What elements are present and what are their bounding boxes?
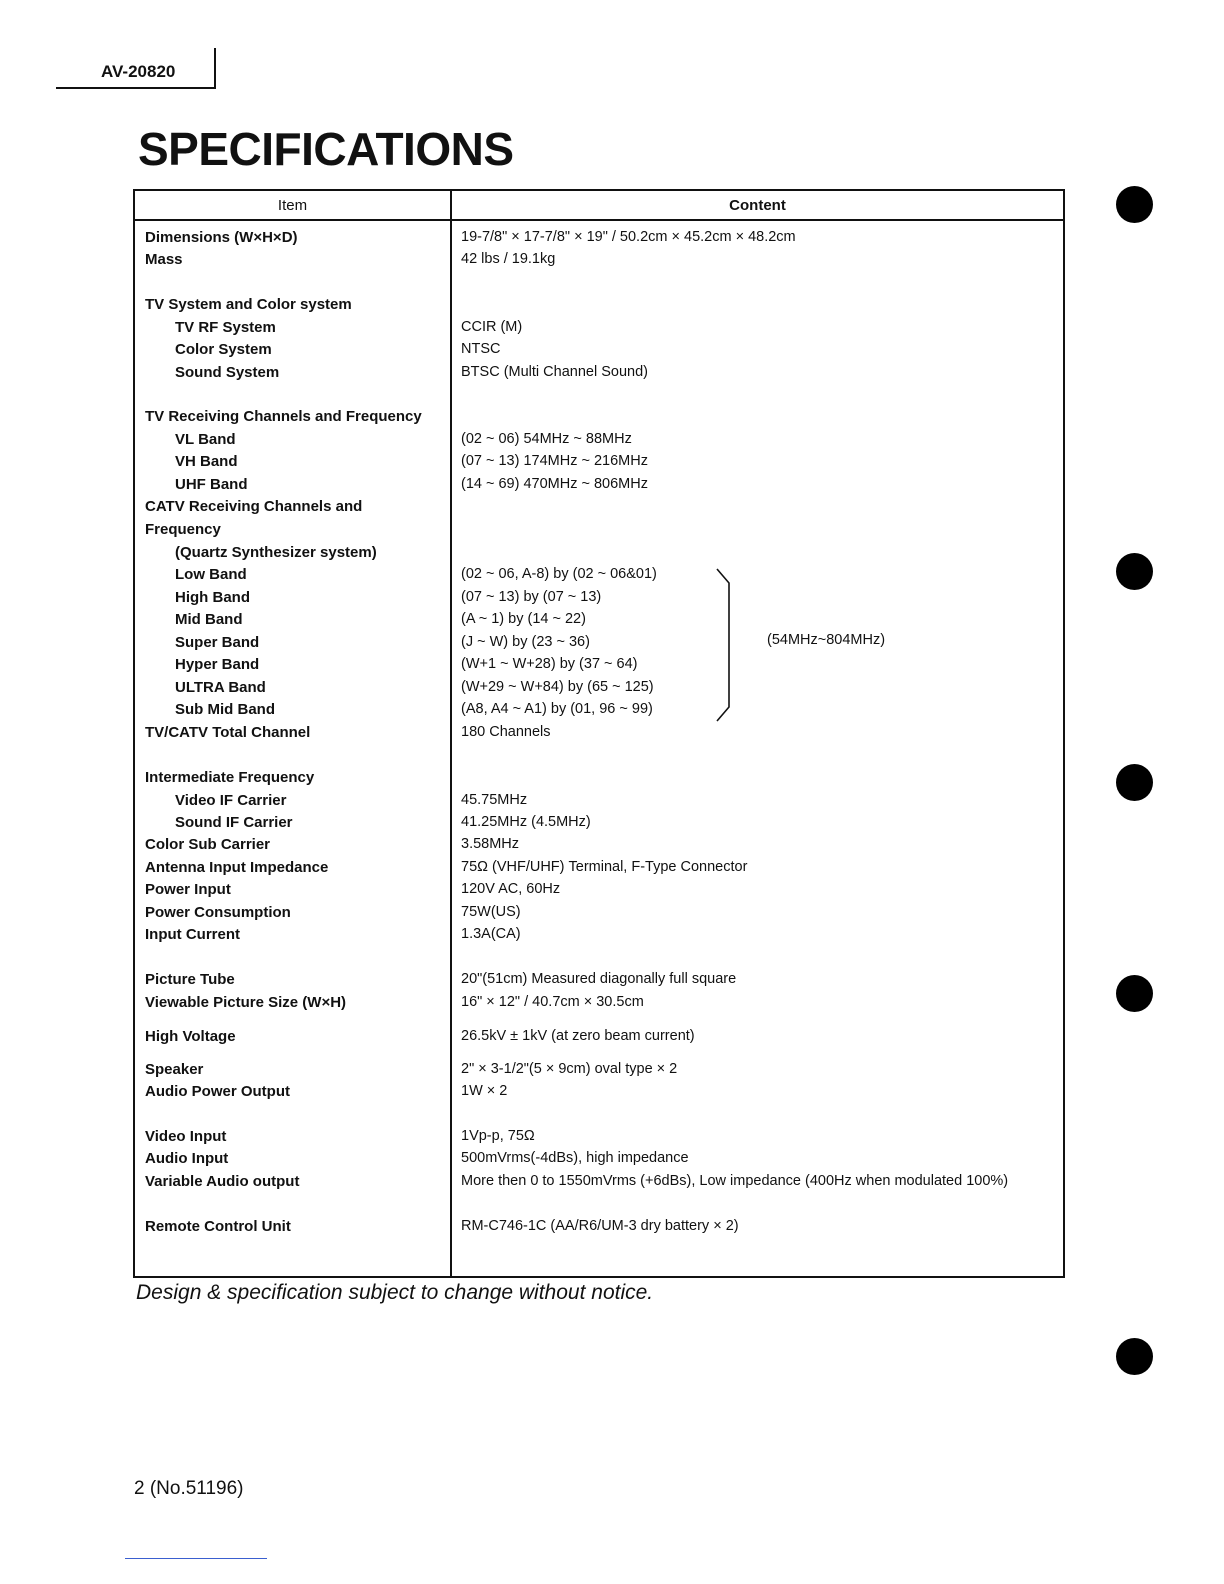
spec-item-label: Power Input	[145, 881, 231, 898]
spec-row	[135, 814, 1063, 836]
spec-item-label: VL Band	[175, 431, 236, 448]
spec-item-value: 1.3A(CA)	[461, 926, 521, 942]
header-divider	[135, 219, 1063, 221]
spec-item-label: Variable Audio output	[145, 1173, 300, 1190]
spec-item-label: (Quartz Synthesizer system)	[175, 544, 377, 561]
spec-row	[135, 453, 1063, 475]
spec-row	[135, 498, 1063, 520]
spec-item-value: 75Ω (VHF/UHF) Terminal, F-Type Connector	[461, 859, 748, 875]
spec-row	[135, 476, 1063, 498]
spec-item-value: 16" × 12" / 40.7cm × 30.5cm	[461, 994, 644, 1010]
spec-row	[135, 408, 1063, 430]
header-vertical-rule	[214, 48, 216, 88]
punch-hole	[1116, 975, 1153, 1012]
punch-hole	[1116, 553, 1153, 590]
spec-item-value: (A ~ 1) by (14 ~ 22)	[461, 611, 586, 627]
model-number: AV-20820	[101, 62, 176, 81]
spec-item-value: 500mVrms(-4dBs), high impedance	[461, 1150, 689, 1166]
spec-row	[135, 701, 1063, 723]
catv-bracket	[715, 567, 745, 723]
spec-item-label: CATV Receiving Channels and	[145, 498, 363, 515]
spec-item-value: 42 lbs / 19.1kg	[461, 251, 556, 267]
spec-row	[135, 679, 1063, 701]
spec-item-label: Mass	[145, 251, 183, 268]
spec-item-label: Antenna Input Impedance	[145, 859, 329, 876]
spec-item-label: Super Band	[175, 634, 260, 651]
spec-item-value: 180 Channels	[461, 724, 551, 740]
spec-item-value: (W+29 ~ W+84) by (65 ~ 125)	[461, 679, 654, 695]
spec-item-label: Sub Mid Band	[175, 701, 275, 718]
spec-row	[135, 792, 1063, 814]
spec-item-value: (07 ~ 13) by (07 ~ 13)	[461, 589, 602, 605]
spec-row	[135, 926, 1063, 948]
spec-item-label: Low Band	[175, 566, 247, 583]
spec-row	[135, 364, 1063, 386]
spec-row	[135, 1128, 1063, 1150]
spec-item-value: RM-C746-1C (AA/R6/UM-3 dry battery × 2)	[461, 1218, 739, 1234]
spec-item-value: NTSC	[461, 341, 501, 357]
spec-item-value: BTSC (Multi Channel Sound)	[461, 364, 648, 380]
spec-item-label: Audio Power Output	[145, 1083, 290, 1100]
spec-row	[135, 994, 1063, 1016]
spec-item-value: 120V AC, 60Hz	[461, 881, 561, 897]
spec-row	[135, 296, 1063, 318]
footnote: Design & specification subject to change without notice.	[136, 1281, 654, 1304]
spec-item-label: Video IF Carrier	[175, 792, 287, 809]
spec-row	[135, 611, 1063, 633]
spec-row	[135, 544, 1063, 566]
spec-row	[135, 341, 1063, 363]
spec-item-value: 1W × 2	[461, 1083, 508, 1099]
spec-item-label: Viewable Picture Size (W×H)	[145, 994, 347, 1011]
spec-item-label: Power Consumption	[145, 904, 291, 921]
bottom-link-underline	[125, 1558, 267, 1559]
punch-hole	[1116, 186, 1153, 223]
spec-item-value: 20"(51cm) Measured diagonally full square	[461, 971, 737, 987]
spec-row	[135, 881, 1063, 903]
spec-item-label: Input Current	[145, 926, 240, 943]
spec-item-value: (07 ~ 13) 174MHz ~ 216MHz	[461, 453, 648, 469]
spec-item-label: Audio Input	[145, 1150, 229, 1167]
punch-hole	[1116, 764, 1153, 801]
spec-row	[135, 589, 1063, 611]
spec-table	[133, 189, 1065, 1278]
spec-item-value: (J ~ W) by (23 ~ 36)	[461, 634, 590, 650]
spec-row	[135, 769, 1063, 791]
spec-item-label: Speaker	[145, 1061, 204, 1078]
spec-row	[135, 724, 1063, 746]
spec-item-label: Picture Tube	[145, 971, 235, 988]
spec-item-label: Color System	[175, 341, 272, 358]
punch-hole	[1116, 1338, 1153, 1375]
spec-row	[135, 859, 1063, 881]
spec-row	[135, 836, 1063, 858]
spec-item-label: Remote Control Unit	[145, 1218, 291, 1235]
spec-item-label: Color Sub Carrier	[145, 836, 271, 853]
spec-row	[135, 319, 1063, 341]
spec-item-value: (A8, A4 ~ A1) by (01, 96 ~ 99)	[461, 701, 653, 717]
spec-row	[135, 971, 1063, 993]
spec-row	[135, 521, 1063, 543]
spec-item-label: Intermediate Frequency	[145, 769, 315, 786]
spec-row	[135, 431, 1063, 453]
spec-row	[135, 566, 1063, 588]
spec-row	[135, 656, 1063, 678]
spec-item-label: VH Band	[175, 453, 238, 470]
spec-item-value: 2" × 3-1/2"(5 × 9cm) oval type × 2	[461, 1061, 678, 1077]
spec-item-label: TV/CATV Total Channel	[145, 724, 311, 741]
spec-item-label: High Voltage	[145, 1028, 236, 1045]
spec-item-value: CCIR (M)	[461, 319, 523, 335]
spec-row	[135, 251, 1063, 273]
spec-item-value: (02 ~ 06) 54MHz ~ 88MHz	[461, 431, 632, 447]
spec-item-value: 19-7/8" × 17-7/8" × 19" / 50.2cm × 45.2cm × 48.2cm	[461, 229, 796, 245]
header-underline	[56, 87, 216, 89]
page-title: SPECIFICATIONS	[138, 123, 514, 175]
spec-item-value: 45.75MHz	[461, 792, 528, 808]
spec-row	[135, 634, 1063, 656]
spec-row	[135, 1173, 1063, 1195]
catv-frequency-range: (54MHz~804MHz)	[767, 632, 886, 648]
spec-item-label: Hyper Band	[175, 656, 260, 673]
spec-item-value: 26.5kV ± 1kV (at zero beam current)	[461, 1028, 695, 1044]
spec-item-label: Dimensions (W×H×D)	[145, 229, 298, 246]
spec-item-value: (W+1 ~ W+28) by (37 ~ 64)	[461, 656, 638, 672]
spec-item-label: Sound IF Carrier	[175, 814, 293, 831]
spec-item-label: TV System and Color system	[145, 296, 352, 313]
spec-row	[135, 904, 1063, 926]
spec-item-value: (02 ~ 06, A-8) by (02 ~ 06&01)	[461, 566, 657, 582]
spec-item-value: 75W(US)	[461, 904, 521, 920]
spec-item-label: UHF Band	[175, 476, 248, 493]
spec-row	[135, 1150, 1063, 1172]
spec-item-label: TV RF System	[175, 319, 276, 336]
spec-item-value: 1Vp-p, 75Ω	[461, 1128, 535, 1144]
spec-item-label: Video Input	[145, 1128, 227, 1145]
spec-item-label: Sound System	[175, 364, 280, 381]
spec-item-label: High Band	[175, 589, 250, 606]
page-number: 2 (No.51196)	[134, 1478, 244, 1499]
spec-item-value: (14 ~ 69) 470MHz ~ 806MHz	[461, 476, 648, 492]
spec-item-label: ULTRA Band	[175, 679, 266, 696]
spec-item-label: Frequency	[145, 521, 221, 538]
spec-item-value: More then 0 to 1550mVrms (+6dBs), Low impedance (400Hz when modulated 100%)	[461, 1173, 1009, 1189]
spec-row	[135, 1083, 1063, 1105]
column-header-item: Item	[277, 197, 308, 214]
spec-item-value: 3.58MHz	[461, 836, 520, 852]
spec-row	[135, 1061, 1063, 1083]
column-header-content: Content	[729, 197, 786, 214]
spec-item-value: 41.25MHz (4.5MHz)	[461, 814, 591, 830]
spec-row	[135, 229, 1063, 251]
spec-item-label: Mid Band	[175, 611, 243, 628]
spec-row	[135, 1218, 1063, 1240]
spec-row	[135, 1028, 1063, 1050]
spec-item-label: TV Receiving Channels and Frequency	[145, 408, 422, 425]
